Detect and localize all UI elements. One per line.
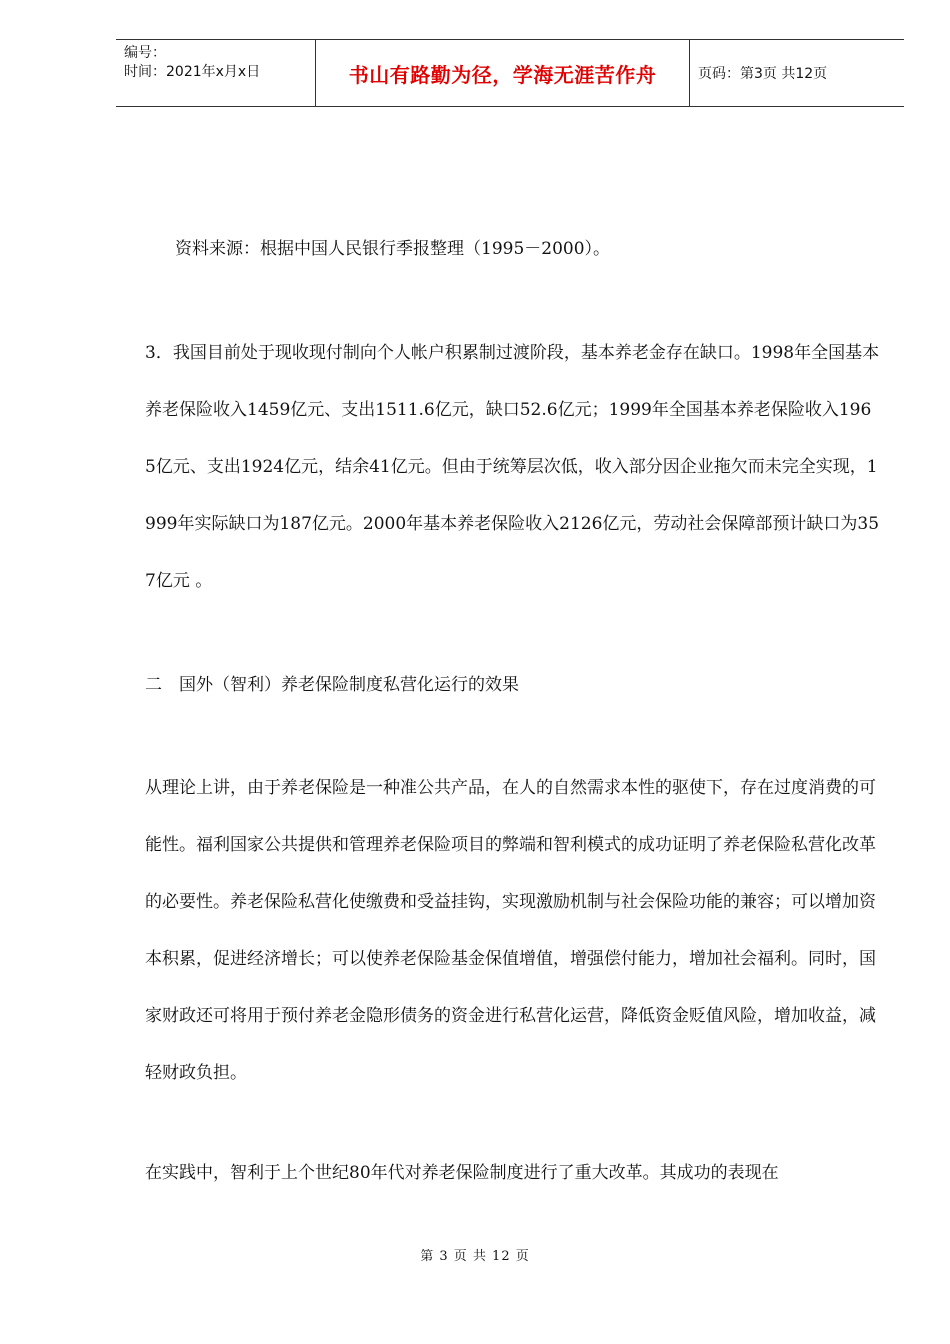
header-motto-cell: [316, 40, 690, 106]
paragraph-pension-gap: 3．我国目前处于现收现付制向个人帐户积累制过渡阶段，基本养老金存在缺口。1998年全国基本养老保险收入1459亿元、支出1511.6亿元，缺口52.6亿元；1999年全国基本养老保险收入1965亿元、支出1924亿元，结余41亿元。但由于统筹层次低，收入部分因企业拖欠而未完全实现，1999年实际缺口为187亿元。2000年基本养老保险收入2126亿元，劳动社会保障部预计缺口为357亿元 。: [145, 343, 880, 591]
header-meta: [116, 40, 316, 106]
header-page-info: [690, 40, 904, 106]
paragraph-theory: 从理论上讲，由于养老保险是一种准公共产品，在人的自然需求本性的驱使下，存在过度消费的可能性。福利国家公共提供和管理养老保险项目的弊端和智利模式的成功证明了养老保险私营化改革的必要性。养老保险私营化使缴费和受益挂钩，实现激励机制与社会保险功能的兼容；可以增加资本积累，促进经济增长；可以使养老保险基金保值增值，增强偿付能力，增加社会福利。同时，国家财政还可将用于预付养老金隐形债务的资金进行私营化运营，降低资金贬值风险，增加收益，减轻财政负担。: [145, 778, 876, 1083]
paragraph-practice: 在实践中，智利于上个世纪80年代对养老保险制度进行了重大改革。其成功的表现在: [145, 1163, 779, 1183]
document-number-label: 编号：: [124, 45, 166, 61]
motto-text: 书山有路勤为径，学海无涯苦作舟: [348, 62, 657, 87]
page-header: [116, 39, 904, 107]
section-heading: 二 国外（智利）养老保险制度私营化运行的效果: [145, 675, 519, 695]
page-footer: 第 3 页 共 12 页: [420, 1249, 530, 1264]
source-note: 资料来源：根据中国人民银行季报整理（1995－2000）。: [175, 239, 611, 259]
page-info-text: 页码：第3页 共12页: [698, 66, 828, 82]
document-time-label: 时间：2021年x月x日: [124, 64, 261, 80]
